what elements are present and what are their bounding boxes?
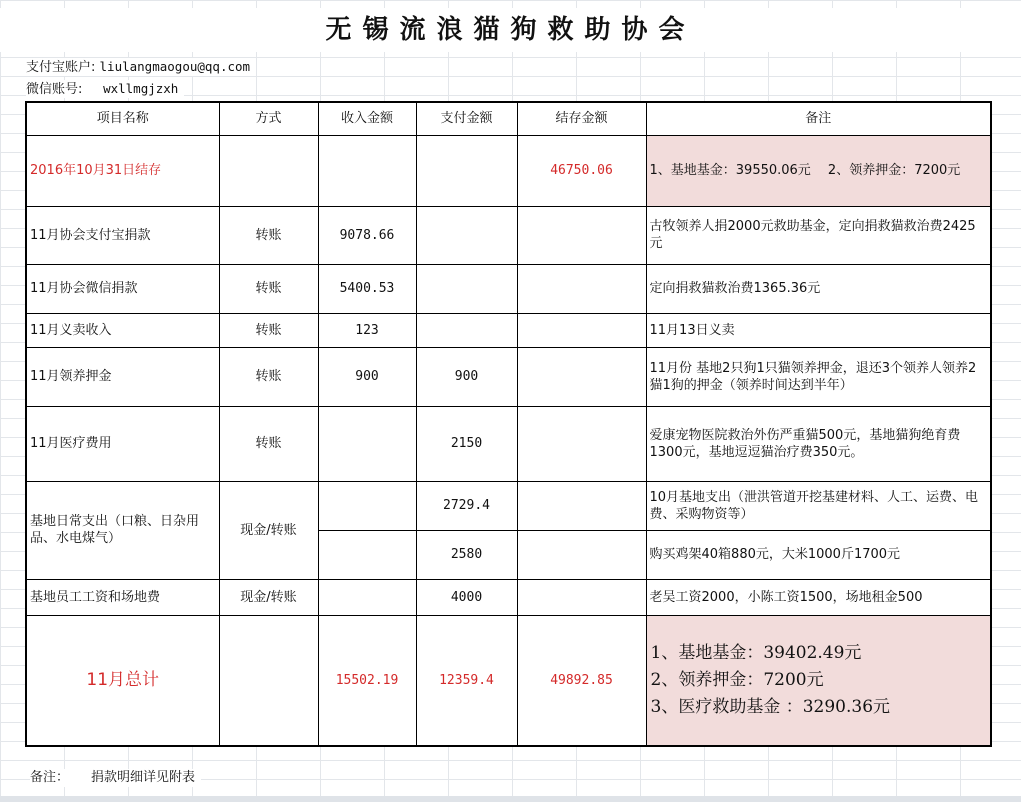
header-row <box>26 102 991 135</box>
row-expense <box>416 313 517 347</box>
row-item: 基地日常支出（口粮、日杂用品、水电煤气） <box>26 481 219 579</box>
total-expense: 12359.4 <box>416 615 517 746</box>
wechat-account <box>26 80 184 98</box>
alipay-value: liulangmaogou@qq.com <box>99 59 251 74</box>
row-income: 123 <box>318 313 416 347</box>
row-method <box>219 135 318 206</box>
row-expense: 2580 <box>416 530 517 579</box>
header-remarks: 备注 <box>646 102 991 135</box>
row-income <box>318 481 416 530</box>
row-method: 现金/转账 <box>219 579 318 615</box>
row-income: 9078.66 <box>318 206 416 264</box>
total-method <box>219 615 318 746</box>
table-row <box>26 206 991 264</box>
table-row <box>26 481 991 530</box>
alipay-label: 支付宝账户: <box>26 60 96 75</box>
total-summary <box>646 615 991 746</box>
table-row <box>26 313 991 347</box>
row-item: 11月协会微信捐款 <box>26 264 219 313</box>
row-income <box>318 406 416 481</box>
sheet-bottom-strip <box>0 796 1021 802</box>
header-income: 收入金额 <box>318 102 416 135</box>
row-income <box>318 135 416 206</box>
row-method: 转账 <box>219 347 318 406</box>
row-remark: 古牧领养人捐2000元救助基金，定向捐救猫救治费2425元 <box>646 206 991 264</box>
row-remark: 11月13日义卖 <box>646 313 991 347</box>
table-row <box>26 579 991 615</box>
row-item: 11月领养押金 <box>26 347 219 406</box>
row-expense: 2150 <box>416 406 517 481</box>
table-row <box>26 264 991 313</box>
table-row <box>26 135 991 206</box>
total-balance: 49892.85 <box>517 615 646 746</box>
row-income <box>318 530 416 579</box>
header-balance: 结存金额 <box>517 102 646 135</box>
row-method: 转账 <box>219 206 318 264</box>
row-income: 5400.53 <box>318 264 416 313</box>
row-method: 转账 <box>219 313 318 347</box>
row-method: 转账 <box>219 264 318 313</box>
summary-line: 1、基地基金：39402.49元 <box>650 642 862 663</box>
wechat-label: 微信账号: <box>26 82 83 97</box>
row-expense <box>416 206 517 264</box>
row-balance <box>517 406 646 481</box>
header-method: 方式 <box>219 102 318 135</box>
ledger-table <box>25 101 992 747</box>
row-balance <box>517 481 646 530</box>
row-remark: 爱康宠物医院救治外伤严重猫500元，基地猫狗绝育费1300元，基地逗逗猫治疗费350元。 <box>646 406 991 481</box>
row-item: 基地员工工资和场地费 <box>26 579 219 615</box>
row-method: 转账 <box>219 406 318 481</box>
row-remark: 10月基地支出（泄洪管道开挖基建材料、人工、运费、电费、采购物资等） <box>646 481 991 530</box>
row-expense <box>416 264 517 313</box>
row-remark: 老吴工资2000，小陈工资1500，场地租金500 <box>646 579 991 615</box>
row-method: 现金/转账 <box>219 481 318 579</box>
row-remark: 11月份 基地2只狗1只猫领养押金，退还3个领养人领养2猫1狗的押金（领养时间达到半年） <box>646 347 991 406</box>
row-expense: 2729.4 <box>416 481 517 530</box>
row-remark: 定向捐救猫救治费1365.36元 <box>646 264 991 313</box>
footer-text: 捐款明细详见附表 <box>91 770 196 785</box>
footer-note <box>30 769 201 787</box>
table-row <box>26 347 991 406</box>
wechat-value: wxllmgjzxh <box>103 81 179 96</box>
total-label: 11月总计 <box>26 615 219 746</box>
row-income: 900 <box>318 347 416 406</box>
row-item: 11月协会支付宝捐款 <box>26 206 219 264</box>
row-expense <box>416 135 517 206</box>
row-balance <box>517 206 646 264</box>
row-balance <box>517 264 646 313</box>
row-item: 11月义卖收入 <box>26 313 219 347</box>
row-balance <box>517 530 646 579</box>
row-remark: 购买鸡架40箱880元，大米1000斤1700元 <box>646 530 991 579</box>
row-balance <box>517 579 646 615</box>
summary-line: 3、医疗救助基金 ：3290.36元 <box>650 696 891 717</box>
header-expense: 支付金额 <box>416 102 517 135</box>
table-row <box>26 406 991 481</box>
row-item: 11月医疗费用 <box>26 406 219 481</box>
row-income <box>318 579 416 615</box>
row-balance <box>517 347 646 406</box>
summary-line: 2、领养押金：7200元 <box>650 669 824 690</box>
row-balance: 46750.06 <box>517 135 646 206</box>
row-item: 2016年10月31日结存 <box>26 135 219 206</box>
footer-label: 备注： <box>30 770 70 785</box>
total-row <box>26 615 991 746</box>
sheet-title: 无锡流浪猫狗救助协会 <box>0 8 1021 52</box>
total-income: 15502.19 <box>318 615 416 746</box>
header-item: 项目名称 <box>26 102 219 135</box>
row-expense: 4000 <box>416 579 517 615</box>
row-remark: 1、基地基金：39550.06元 2、领养押金：7200元 <box>646 135 991 206</box>
row-expense: 900 <box>416 347 517 406</box>
alipay-account <box>26 58 256 76</box>
row-balance <box>517 313 646 347</box>
